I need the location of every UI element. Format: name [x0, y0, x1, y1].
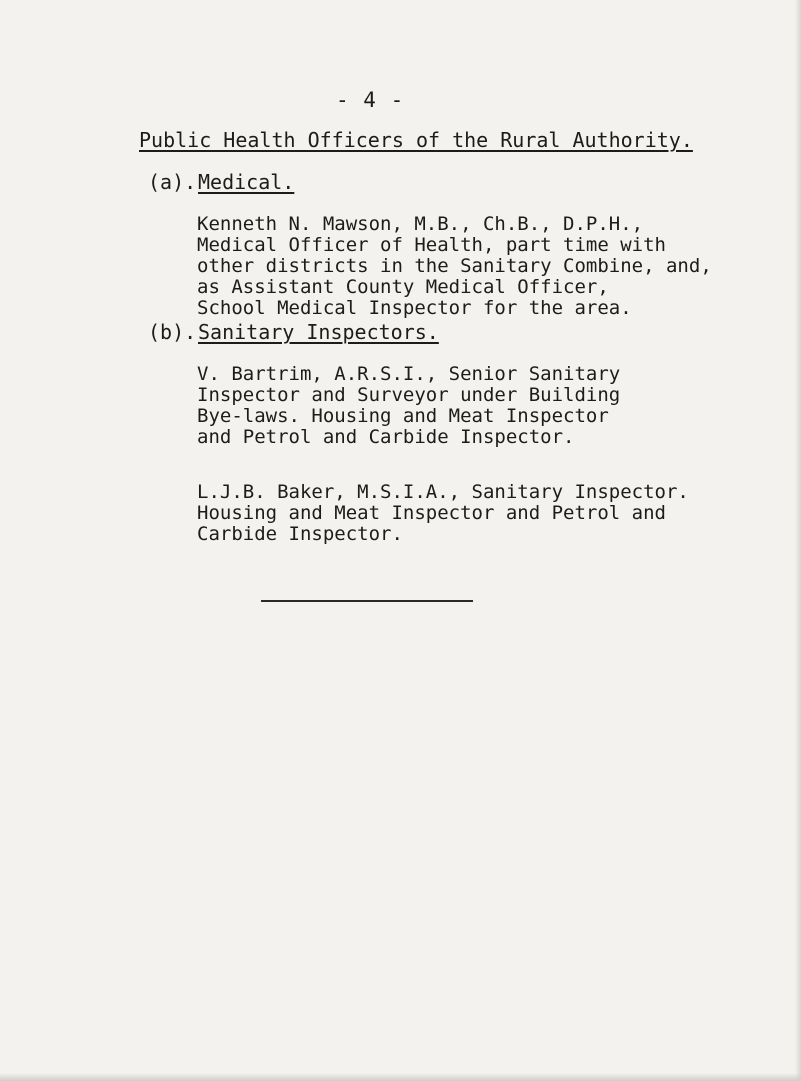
paragraph: [197, 482, 757, 545]
text-line: Medical Officer of Health, part time with: [197, 234, 666, 256]
section-label: (b).: [148, 320, 197, 344]
text-line: V. Bartrim, A.R.S.I., Senior Sanitary: [197, 363, 621, 385]
text-line: Bye-laws. Housing and Meat Inspector: [197, 405, 609, 427]
text-line: Housing and Meat Inspector and Petrol and: [197, 502, 666, 524]
text-line: Carbide Inspector.: [197, 523, 403, 545]
divider-rule: [261, 600, 473, 602]
paragraph: [197, 364, 757, 448]
text-line: as Assistant County Medical Officer,: [197, 276, 609, 298]
section-title: Medical.: [198, 170, 295, 194]
page-number: - 4 -: [336, 88, 405, 112]
text-line: other districts in the Sanitary Combine, and,: [197, 255, 712, 277]
page-edge-shadow: [795, 0, 801, 1081]
text-line: L.J.B. Baker, M.S.I.A., Sanitary Inspector.: [197, 481, 689, 503]
text-line: and Petrol and Carbide Inspector.: [197, 426, 575, 448]
section-label: (a).: [148, 170, 197, 194]
page-title: Public Health Officers of the Rural Authority.: [139, 128, 693, 152]
text-line: School Medical Inspector for the area.: [197, 297, 632, 319]
text-line: Inspector and Surveyor under Building: [197, 384, 621, 406]
section-title: Sanitary Inspectors.: [198, 320, 439, 344]
text-line: Kenneth N. Mawson, M.B., Ch.B., D.P.H.,: [197, 213, 644, 235]
page-bottom-shadow: [0, 1073, 801, 1081]
paragraph: [197, 214, 757, 319]
